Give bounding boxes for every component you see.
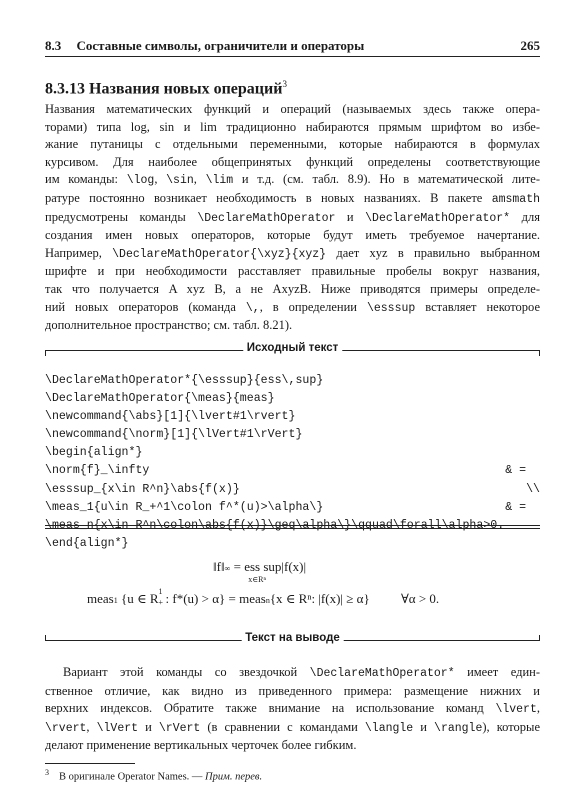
code-align-marker: & = (505, 464, 540, 478)
text-run: ратуре постоянно возникает необходимость в новых названиях. В пакете (45, 190, 492, 205)
text-run: для (510, 209, 540, 224)
section-number: 8.3.13 (45, 80, 85, 98)
code-line (45, 499, 540, 517)
text-run: ственное отличие, как видно из приведенного примера: размещение нижних и (45, 683, 540, 698)
text-line (45, 700, 540, 719)
meas1-sub: 1 (113, 596, 118, 605)
text-line (45, 737, 540, 755)
set2: {x ∈ Rⁿ: |f(x)| ≥ α} (269, 591, 370, 606)
text-line (45, 136, 540, 154)
text-run: создания имен новых операторов, которые будут иметь требуемое начертание. (45, 228, 540, 243)
text-run: и (138, 719, 159, 734)
text-run: верхних индексов. Обратите также внимание на использование команд (45, 701, 496, 716)
inline-command: \, (245, 301, 260, 315)
text-run: Например, (45, 245, 113, 260)
code-separator-rule-2 (45, 528, 540, 529)
code-line (45, 426, 540, 444)
text-run: дополнительное пространство; см. табл. 8.21). (45, 318, 293, 333)
text-run: жание путаницы с отдельными переменными, которые набираются в формулах (45, 137, 540, 152)
code-text: \meas_n{x\in R^n\colon\abs{f(x)}\geq\alpha\}\qquad\forall\alpha>0. (45, 518, 505, 532)
forall-alpha: ∀α > 0. (400, 591, 440, 606)
header-rule (45, 56, 540, 57)
running-head-section: 8.3 (45, 38, 62, 53)
inline-command: \DeclareMathOperator* (309, 667, 455, 680)
code-align-marker: \\ (526, 482, 540, 496)
norm-sub: ∞ (224, 564, 231, 573)
inline-command: \esssup (366, 301, 416, 315)
output-box-label: Текст на выводе (241, 632, 344, 644)
code-text: \norm{f}_\infty (45, 464, 150, 478)
footnote-note: Прим. перев. (205, 771, 263, 783)
closing-paragraph (45, 664, 540, 755)
code-text: \DeclareMathOperator*{\esssup}{ess\,sup} (45, 374, 324, 387)
text-line (45, 683, 540, 701)
code-text: \meas_1{u\in R_+^1\colon f^*(u)>\alpha\} (45, 500, 324, 514)
formula-norm (213, 559, 230, 574)
running-head (45, 38, 540, 54)
code-text: \begin{align*} (45, 446, 143, 460)
inline-command: \rvert (45, 721, 87, 735)
source-box-right-tick (539, 350, 540, 356)
footnote-text: В оригинале Operator Names. — (59, 771, 206, 783)
inline-command: \sin (166, 174, 194, 188)
inline-command: \lim (205, 174, 234, 188)
meas1: meas (87, 591, 114, 606)
section-title: Названия новых операций (89, 80, 283, 98)
text-line (45, 317, 540, 335)
inline-command: \lVert (96, 721, 139, 735)
text-run: шрифте и при необходимости расставляет правильные пробелы вокруг названия, (45, 264, 540, 279)
inline-command: amsmath (491, 192, 540, 206)
text-line (45, 245, 540, 264)
code-line (45, 462, 540, 480)
source-box-header (45, 343, 540, 357)
inline-command: \DeclareMathOperator{\xyz}{xyz} (112, 247, 327, 261)
output-box-right-tick (539, 635, 540, 641)
running-head-title-group (45, 38, 364, 54)
inline-command: \log (126, 174, 155, 188)
text-line (45, 190, 540, 209)
inline-command: \langle (364, 721, 414, 735)
code-separator-rule (45, 525, 540, 526)
text-run: , в определении (259, 299, 367, 314)
inline-command: \DeclareMathOperator* (365, 211, 511, 225)
text-run: , (193, 172, 206, 187)
code-line (45, 408, 540, 426)
text-run: делают применение вертикальных черточек более гибким. (45, 738, 357, 753)
set1-sub: + (158, 598, 164, 607)
equals-sign: = (230, 559, 245, 574)
esssup-subscript: x∈Rⁿ (248, 575, 266, 584)
source-box-left-tick (45, 350, 46, 356)
text-run: и (335, 209, 366, 224)
code-align-marker: & = (505, 500, 540, 514)
esssup-operator (244, 559, 282, 584)
code-text: \newcommand{\abs}[1]{\lvert#1\rvert} (45, 410, 296, 424)
text-line (45, 209, 540, 228)
code-text: \DeclareMathOperator{\meas}{meas} (45, 392, 275, 406)
code-text: \esssup_{x\in R^n}\abs{f(x)} (45, 482, 240, 496)
abs-fx: |f(x)| (281, 559, 307, 574)
intro-paragraph (45, 101, 540, 335)
code-line (45, 481, 540, 499)
esssup-text: ess sup (244, 559, 282, 574)
inline-command: \lvert (495, 703, 537, 717)
text-line (45, 664, 540, 683)
text-run: Вариант этой команды со звездочкой (63, 665, 310, 679)
text-line (45, 281, 540, 299)
footnote (45, 768, 262, 783)
code-line (45, 444, 540, 462)
text-line (45, 101, 540, 119)
set1-scripts (158, 587, 166, 607)
text-line (45, 154, 540, 172)
set1-sup: 1 (158, 587, 163, 596)
text-run: и т.д. (см. табл. 8.9). Но в математической лите- (233, 172, 541, 187)
footnote-number: 3 (45, 768, 49, 777)
measn-sub: n (265, 596, 270, 605)
text-run: предусмотрены команды (45, 209, 198, 224)
section-heading (45, 79, 287, 98)
text-run: дает xyz в правильно выбранном (326, 245, 540, 260)
set1-rest: : f*(u) > α} = (165, 591, 240, 606)
text-run: ний новых операторов (команда (45, 299, 246, 314)
text-line (45, 263, 540, 281)
text-line (45, 171, 540, 190)
page-number: 265 (520, 38, 540, 53)
code-text: \end{align*} (45, 536, 129, 550)
text-run: торами) типа log, sin и lim традиционно набираются прямым шрифтом во избе- (45, 119, 540, 134)
norm-f: ‖f‖ (213, 559, 225, 574)
inline-command: \DeclareMathOperator (197, 211, 336, 225)
output-box-footer (45, 633, 540, 647)
footnote-rule (45, 763, 135, 764)
inline-command: \rangle (434, 721, 483, 735)
text-run: , (154, 172, 167, 187)
text-run: Названия математических функций и операций (называемых здесь также опера- (45, 102, 540, 116)
code-line (45, 390, 540, 408)
source-box-label: Исходный текст (243, 342, 342, 354)
text-run: и (413, 719, 435, 734)
running-head-title: Составные символы, ограничители и операторы (76, 38, 365, 53)
text-line (45, 299, 540, 318)
code-line (45, 535, 540, 553)
code-line (45, 372, 540, 390)
text-line (45, 719, 540, 738)
text-run: , (536, 701, 540, 716)
formula-meas (87, 587, 440, 607)
text-line (45, 227, 540, 245)
inline-command: \rVert (158, 721, 201, 735)
text-run: (в сравнении с командами (200, 719, 365, 734)
text-run: вставляет некоторое (415, 299, 540, 314)
text-line (45, 119, 540, 137)
footnote-ref: 3 (282, 79, 287, 89)
set1-open: {u ∈ R (120, 591, 159, 606)
text-run: имеет един- (454, 665, 540, 679)
output-box-left-tick (45, 635, 46, 641)
text-run: ), которые (482, 719, 540, 734)
text-run: , (86, 719, 97, 734)
text-run: курсивом. Для наиболее общепринятых функций определены соответствующие (45, 154, 540, 169)
code-text: \newcommand{\norm}[1]{\lVert#1\rVert} (45, 428, 303, 442)
text-run: так что получается A xyz B, а не AxyzB. Ниже приводятся примеры определе- (45, 281, 540, 296)
formula-esssup (213, 559, 307, 584)
text-run: им команды: (45, 172, 127, 187)
measn: meas (239, 591, 266, 606)
